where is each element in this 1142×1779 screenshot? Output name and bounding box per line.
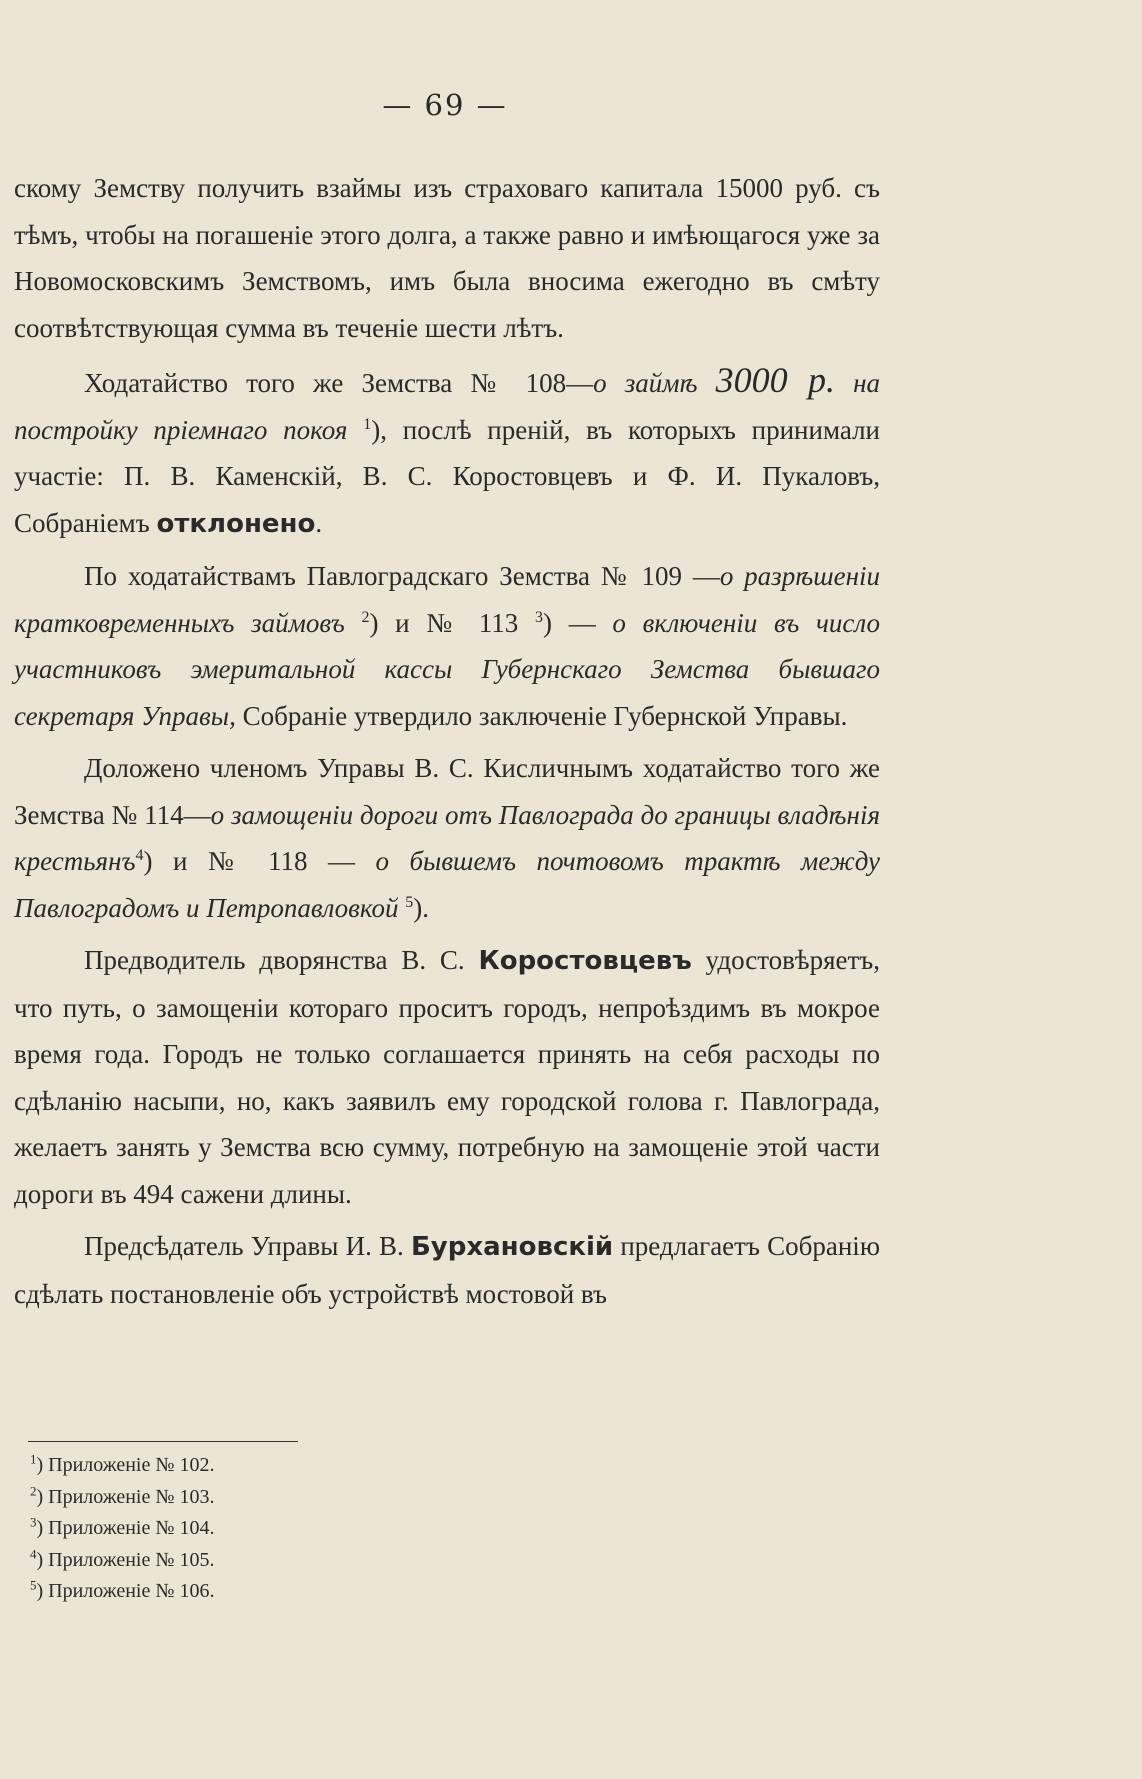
- footnote-ref: 2: [361, 608, 370, 626]
- text-run: ) и № 113: [369, 607, 535, 638]
- bold-run: Коростовцевъ: [478, 946, 692, 976]
- footnote-mark: 2: [30, 1482, 37, 1498]
- text-run: предлагаетъ Собранію сдѣлать постановленіе объ устройствѣ мостовой въ: [14, 1231, 880, 1309]
- italic-run: о разрѣшеніи кратковременныхъ займовъ: [14, 561, 880, 638]
- footnote-mark: 5: [30, 1577, 37, 1593]
- footnote-text: ) Приложеніе № 106.: [36, 1580, 215, 1602]
- footnote-text: ) Приложеніе № 104.: [36, 1517, 215, 1539]
- paragraph-1: скому Земству получить взаймы изъ страховаго капитала 15000 руб. съ тѣмъ, чтобы на погашеніе этого долга, а также равно и имѣющагося уже за Новомосковскимъ Земствомъ, имъ была вносима ежегодно въ смѣту соотвѣтствующая сумма въ теченіе шести лѣтъ.: [14, 173, 880, 343]
- footnote: [30, 1545, 214, 1577]
- footnote-text: ) Приложеніе № 103.: [36, 1485, 215, 1508]
- footnote: [30, 1450, 214, 1482]
- bold-run: отклонено: [156, 508, 316, 539]
- footnote-mark: 3: [30, 1514, 37, 1530]
- text-run: .: [315, 507, 323, 538]
- footnote-ref: 5: [405, 893, 414, 911]
- paragraph-6: [14, 1223, 880, 1317]
- text-run: ) и № 118 —: [143, 846, 376, 876]
- paragraph-5: [14, 937, 880, 1217]
- paragraph-2: [14, 357, 880, 547]
- footnote-ref: 1: [363, 415, 372, 433]
- paragraph-4: [14, 745, 880, 931]
- footnote-mark: 4: [30, 1545, 37, 1561]
- italic-run: на постройку пріемнаго покоя: [14, 368, 881, 445]
- text-run: ), послѣ преній, въ которыхъ принимали участіе: П. В. Каменскій, В. С. Коростовцевъ и Ф. И. Пукаловъ, Собраніемъ: [14, 414, 881, 538]
- text-run: удостовѣряетъ, что путь, о замощеніи котораго проситъ городъ, непроѣздимъ въ мокрое время года. Городъ не только соглашается принять на себя расходы по сдѣланію насыпи, но, какъ заявилъ ему городской голова г. Павлограда, желаетъ занять у Земства всю сумму, потребную на замощеніе этой части дороги въ 494 сажени длины.: [14, 945, 880, 1209]
- paragraph-3: [14, 553, 880, 739]
- footnote: [30, 1576, 214, 1608]
- text-run: Собраніе утвердило заключеніе Губернской Управы.: [235, 700, 848, 731]
- page-number: — 69 —: [382, 88, 508, 122]
- footnote: [30, 1513, 214, 1545]
- text-run: Доложено членомъ Управы В. С. Кисличнымъ ходатайство того же Земства № 114—: [14, 753, 880, 830]
- text-run: ) —: [542, 607, 613, 638]
- italic-run: о бывшемъ почтовомъ трактѣ между Павлоградомъ и Петропавловкой: [14, 846, 880, 923]
- text-run: Предводитель дворянства В. С.: [84, 945, 479, 975]
- footnotes: [30, 1450, 214, 1608]
- footnote-mark: 1: [30, 1451, 37, 1467]
- italic-run: о займѣ: [593, 368, 698, 398]
- footnote-text: ) Приложеніе № 102.: [36, 1454, 215, 1476]
- footnote-text: ) Приложеніе № 105.: [36, 1548, 215, 1571]
- footnote-ref: 4: [135, 847, 144, 864]
- footnote: [30, 1482, 214, 1514]
- footnote-ref: 3: [534, 608, 543, 626]
- text-run: Предсѣдатель Управы И. В.: [84, 1231, 411, 1261]
- italic-amount: 3000 р.: [715, 360, 835, 400]
- bold-run: Бурхановскій: [410, 1232, 614, 1262]
- main-text: [14, 165, 880, 1317]
- text-run: ).: [413, 892, 429, 923]
- text-run: По ходатайствамъ Павлоградскаго Земства № 109 —: [84, 561, 720, 591]
- text-run: Ходатайство того же Земства № 108—: [84, 368, 594, 398]
- italic-run: о замощеніи дороги отъ Павлограда до границы владѣнія крестьянъ: [14, 799, 880, 876]
- italic-run: о включеніи въ число участниковъ эмеритальной кассы Губернскаго Земства бывшаго секретаря Управы,: [14, 607, 880, 731]
- footnote-divider: [28, 1441, 298, 1442]
